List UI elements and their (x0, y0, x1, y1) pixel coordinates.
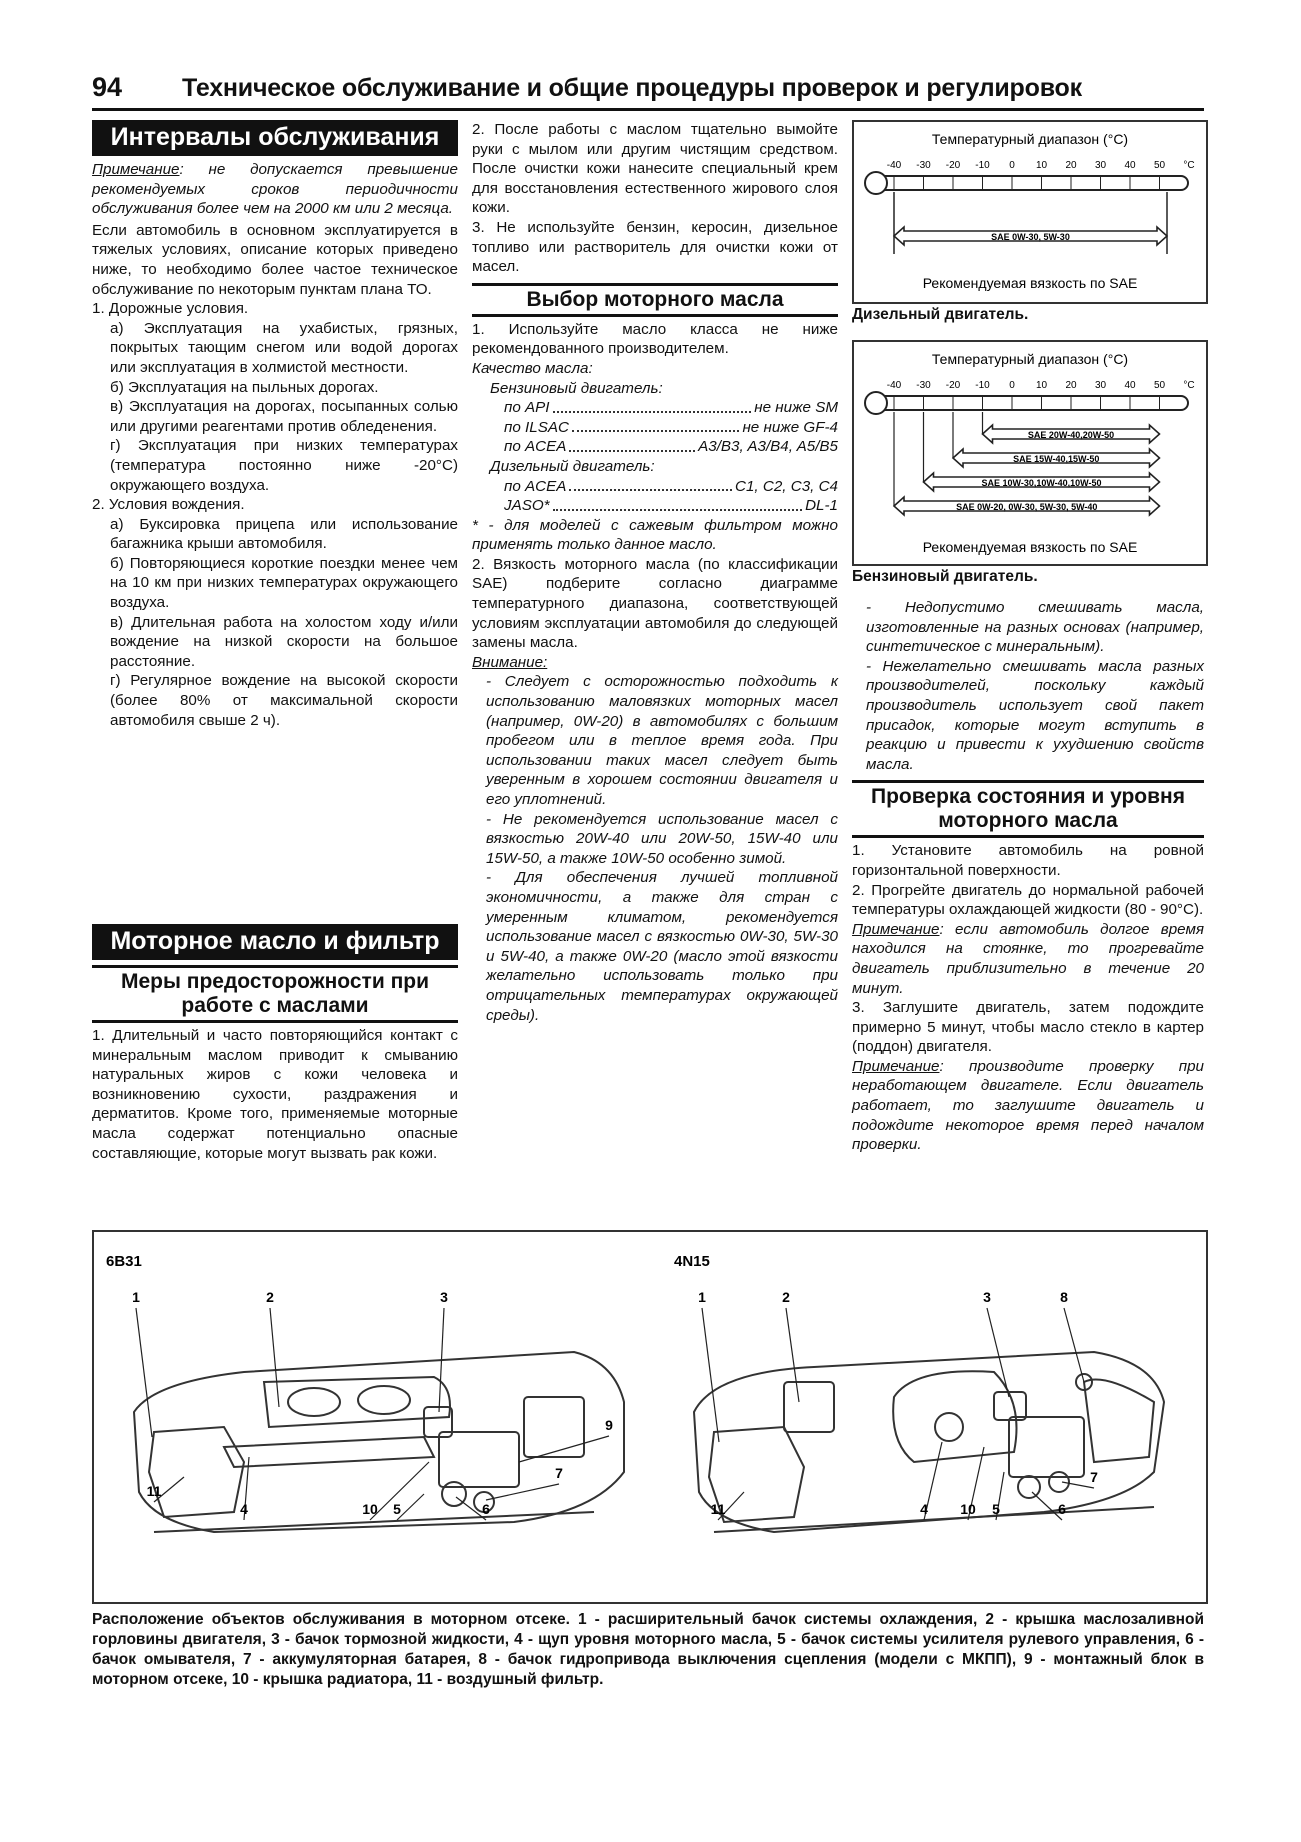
attention-item: - Для обеспечения лучшей топливной экономичности, а также для стран с умеренным климатом, рекомендуется использование масел с вязкостью 0W-30, 5W-30 и 5W-40, а также 0W-20 (масло этой вязкости желательно использовать только при отрицательных температурах окружающей среды). (486, 869, 838, 1024)
diesel-chart-svg (854, 122, 1206, 302)
viscosity-bar-label: SAE 0W-30, 5W-30 (991, 232, 1070, 242)
callout-number: 2 (266, 1289, 274, 1305)
callout-number: 5 (393, 1501, 401, 1517)
callout-number: 10 (960, 1501, 976, 1517)
page-number: 94 (92, 72, 123, 102)
attention-item: - Не рекомендуется использование масел с вязкостью 20W-40 или 20W-50, 15W-40 или 15W-50, а также 10W-50 особенно зимой. (486, 810, 838, 867)
callout-number: 7 (555, 1465, 563, 1481)
figure-caption: Расположение объектов обслуживания в моторном отсеке. 1 - расширительный бачок системы охлаждения, 2 - крышка маслозаливной горловины двигателя, 3 - бачок тормозной жидкости, 4 - щуп уровня моторного масла, 5 - бачок системы усилителя рулевого управления, 6 - бачок омывателя, 7 - аккумуляторная батарея, 8 - бачок гидропривода выключения сцепления (модели с МКПП), 9 - монтажный блок в моторном отсеке, 10 - крышка радиатора, 11 - воздушный фильтр. (92, 1611, 1204, 1688)
note-warmup (852, 920, 1204, 998)
petrol-label: Бензиновый двигатель: (490, 379, 663, 397)
paragraph: 1. Используйте масло класса не ниже рекомендованного производителем. (472, 320, 838, 358)
attention-item: - Следует с осторожностью подходить к использованию маловязких моторных масел (например, 0W-20) в автомобилях с большим пробегом или в теплое время года. При использовании таких масел следует быть уверенным в хорошем состоянии двигателя и его уплотнений. (486, 673, 838, 808)
page-title: Техническое обслуживание и общие процедуры проверок и регулировок (182, 74, 1082, 102)
note-label: Примечание (92, 161, 180, 178)
mix-note: - Нежелательно смешивать масла разных производителей, поскольку каждый производитель использует свой пакет присадок, которые могут вступить в реакцию и привести к ухудшению свойств масла. (866, 657, 1204, 773)
engine-label-left: 6B31 (106, 1253, 142, 1270)
tick-label: 0 (1009, 380, 1015, 391)
section-title-oil: Моторное масло и фильтр (92, 924, 458, 960)
spec-value: A3/B3, A3/B4, A5/B5 (698, 438, 838, 456)
viscosity-bar-label: SAE 0W-20, 0W-30, 5W-30, 5W-40 (956, 502, 1098, 512)
spec-value: C1, C2, C3, C4 (735, 477, 838, 495)
tick-label: -10 (975, 380, 990, 391)
tick-label: -30 (916, 380, 931, 391)
viscosity-bar-label: SAE 15W-40,15W-50 (1013, 454, 1100, 464)
callout-leader (519, 1436, 609, 1462)
tick-label: 30 (1094, 160, 1107, 171)
note-label: Примечание (852, 1057, 940, 1075)
tick-label: 10 (1035, 160, 1048, 171)
tick-label: °C (1183, 380, 1195, 391)
callout-number: 11 (146, 1483, 162, 1499)
callout-leader (397, 1494, 424, 1520)
spec-name: по ACEA (504, 477, 567, 495)
callout-number: 9 (605, 1417, 613, 1433)
tick-label: -20 (945, 380, 961, 391)
callout-number: 11 (710, 1501, 726, 1517)
callout-leader (987, 1308, 1009, 1397)
tick-label: 40 (1124, 380, 1136, 391)
callout-number: 7 (1090, 1469, 1098, 1485)
section-title-intervals: Интервалы обслуживания (92, 120, 458, 156)
viscosity-bar-label: SAE 20W-40,20W-50 (1027, 430, 1115, 440)
list-item: 1. Дорожные условия. (92, 300, 249, 318)
petrol-viscosity-chart (852, 340, 1208, 566)
note-label: Примечание (852, 920, 940, 938)
list-item: б) Повторяющиеся короткие поездки менее чем на 10 км при низких температурах окружающего воздуха. (110, 554, 458, 612)
list-item: а) Буксировка прицепа или использование багажника крыши автомобиля. (110, 515, 458, 553)
callout-number: 1 (698, 1289, 706, 1305)
subsection-title-oil-choice: Выбор моторного масла (472, 283, 838, 317)
subsection-title-oil-check: Проверка состояния и уровня моторного масла (852, 780, 1204, 838)
spec-row (504, 418, 838, 438)
paragraph: 3. Не используйте бензин, керосин, дизельное топливо или растворитель для очистки кожи от масел. (472, 218, 838, 276)
callout-leader (786, 1308, 799, 1402)
callout-number: 10 (362, 1501, 378, 1517)
petrol-chart-caption: Бензиновый двигатель. (852, 568, 1038, 585)
callout-leader (702, 1308, 719, 1442)
tick-label: -40 (886, 380, 902, 391)
engine-bay-svg (94, 1232, 1206, 1602)
tick-label: -30 (916, 160, 931, 171)
footnote: * - для моделей с сажевым фильтром можно применять только данное масло. (472, 516, 838, 554)
engine-bay-left-drawing (134, 1352, 624, 1532)
tick-label: 20 (1065, 160, 1077, 171)
callout-number: 2 (782, 1289, 790, 1305)
spec-row (504, 437, 838, 457)
engine-label-right: 4N15 (674, 1253, 710, 1270)
tick-label: -20 (945, 160, 961, 171)
diesel-viscosity-chart (852, 120, 1208, 304)
list-item: г) Регулярное вождение на высокой скорости (более 80% от максимальной скорости автомобиля свыше 2 ч). (110, 672, 458, 729)
thermometer-tube (876, 396, 1188, 410)
subsection-title-precautions: Меры предосторожности при работе с маслами (92, 965, 458, 1023)
precautions-paragraph: 1. Длительный и часто повторяющийся контакт с минеральным маслом приводит к смыванию натуральных жиров с кожи человека и возникновению сухости, раздражения и дерматитов. Кроме того, применяемые моторные масла содержат потенциально опасные составляющие, которые могут вызвать рак кожи. (92, 1027, 458, 1162)
spec-name: по API (504, 399, 550, 417)
intro-paragraph: Если автомобиль в основном эксплуатируется в тяжелых условиях, описание которых приведено ниже, то необходимо более частое техническое обслуживание по некоторым пунктам плана ТО. (92, 221, 458, 298)
callout-leader (136, 1308, 152, 1437)
paragraph: 2. После работы с маслом тщательно вымойте руки с мылом или другим чистящим средством. После очистки кожи нанесите специальный крем для восстановления естественного жирового слоя кожи. (472, 121, 838, 217)
paragraph: 2. Вязкость моторного масла (по классификации SAE) подберите согласно диаграмме температурного диапазона, соответствующей условиям эксплуатации автомобиля до следующей замены масла. (472, 555, 838, 652)
diesel-label: Дизельный двигатель: (490, 457, 655, 475)
tick-label: -10 (975, 160, 990, 171)
callout-leader (270, 1308, 279, 1407)
spec-row (504, 398, 838, 418)
callout-number: 1 (132, 1289, 140, 1305)
list-item: б) Эксплуатация на пыльных дорогах. (110, 378, 379, 396)
petrol-chart-svg (854, 342, 1206, 564)
list-item: 2. Условия вождения. (92, 496, 245, 514)
note-text: : если автомобиль долгое время находился на стоянке, то прогревайте двигатель приблизительно в течение 20 минут. (852, 920, 1204, 997)
list-item: в) Длительная работа на холостом ходу и/или вождение на низкой скорости на большое расстояние. (110, 613, 458, 670)
spec-value: не ниже GF-4 (742, 418, 838, 436)
list-item: а) Эксплуатация на ухабистых, грязных, покрытых тающим снегом или водой дорогах или эксплуатация в холмистой местности. (110, 319, 458, 376)
spec-name: JASO* (504, 497, 550, 515)
spec-list (472, 379, 838, 516)
list-item: в) Эксплуатация на дорогах, посыпанных солью или другими реагентами против обледенения. (110, 398, 458, 435)
tick-label: 20 (1065, 380, 1077, 391)
tick-label: 40 (1124, 160, 1136, 171)
callout-number: 6 (482, 1501, 490, 1517)
list-item: г) Эксплуатация при низких температурах (температура постоянно ниже -20°C) окружающего воздуха. (110, 437, 458, 494)
quality-label: Качество масла: (472, 359, 593, 377)
chart-title: Температурный диапазон (°C) (931, 351, 1129, 367)
spec-name: по ILSAC (504, 418, 569, 436)
tick-label: °C (1183, 160, 1195, 171)
tick-label: 10 (1035, 380, 1048, 391)
note-text: : не допускается превышение рекомендуемых сроков периодичности обслуживания более чем на 2000 км или 2 месяца. (92, 161, 458, 218)
mix-note: - Недопустимо смешивать масла, изготовленные на разных основах (например, синтетическое с минеральным). (866, 599, 1204, 656)
engine-bay-right-drawing (694, 1352, 1164, 1532)
thermometer-bulb (865, 172, 887, 194)
note-engine-off (852, 1057, 1204, 1155)
callout-number: 4 (240, 1501, 248, 1517)
callout-number: 4 (920, 1501, 928, 1517)
tick-label: 50 (1153, 160, 1166, 171)
attention-list (472, 672, 838, 1025)
tick-label: 0 (1009, 160, 1015, 171)
callout-number: 5 (992, 1501, 1000, 1517)
spec-value: не ниже SM (754, 399, 838, 417)
tick-label: -40 (886, 160, 902, 171)
chart-footer: Рекомендуемая вязкость по SAE (922, 539, 1138, 555)
attention-label: Внимание: (472, 653, 548, 671)
engine-bay-figure (92, 1230, 1208, 1604)
column-1-lower (92, 924, 458, 1163)
spec-name: по ACEA (504, 438, 567, 456)
paragraph: 2. Прогрейте двигатель до нормальной рабочей температуры охлаждающей жидкости (80 - 90°C). (852, 881, 1204, 919)
note-text: : производите проверку при неработающем двигателе. Если двигатель работает, то заглушите двигатель и подождите некоторое время перед началом проверки. (852, 1057, 1204, 1154)
callout-number: 3 (983, 1289, 991, 1305)
paragraph: 1. Установите автомобиль на ровной горизонтальной поверхности. (852, 842, 1204, 879)
tick-label: 30 (1094, 380, 1107, 391)
spec-row (504, 477, 838, 497)
chart-title: Температурный диапазон (°C) (931, 131, 1129, 147)
spec-value: DL-1 (805, 497, 838, 515)
callout-leader (1064, 1308, 1084, 1382)
diesel-chart-caption: Дизельный двигатель. (852, 306, 1029, 323)
note-intervals (92, 160, 458, 219)
column-2 (472, 120, 838, 1025)
callout-number: 6 (1058, 1501, 1066, 1517)
paragraph: 3. Заглушите двигатель, затем подождите примерно 5 минут, чтобы масло стекло в картер (поддон) двигателя. (852, 999, 1204, 1056)
spec-row (504, 496, 838, 516)
tick-label: 50 (1153, 380, 1166, 391)
chart-footer: Рекомендуемая вязкость по SAE (922, 275, 1138, 291)
callout-number: 3 (440, 1289, 448, 1305)
column-3 (852, 598, 1204, 1155)
thermometer-tube (876, 176, 1188, 190)
header-rule (92, 108, 1204, 111)
column-1 (92, 120, 458, 730)
viscosity-bar-label: SAE 10W-30,10W-40,10W-50 (981, 478, 1102, 488)
thermometer-bulb (865, 392, 887, 414)
callout-number: 8 (1060, 1289, 1068, 1305)
